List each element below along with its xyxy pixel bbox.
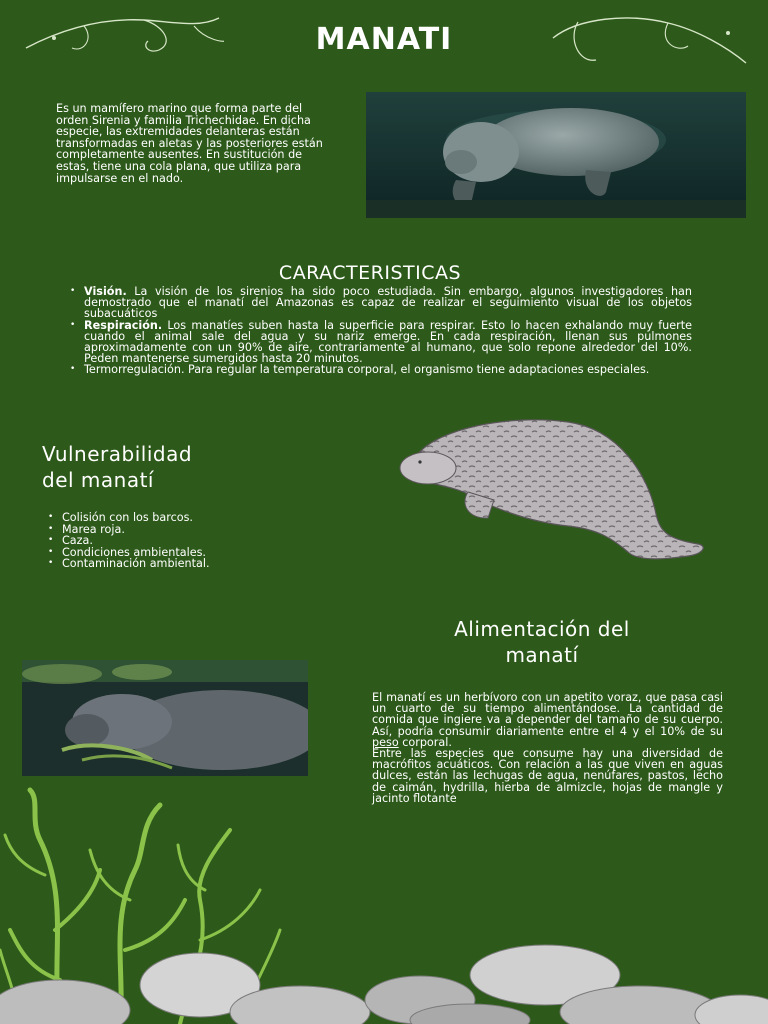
manatee-photo-top — [366, 92, 746, 218]
list-item: • Caza. — [48, 535, 210, 547]
list-item — [68, 364, 692, 375]
item-text: Los manatíes suben hasta la superficie para respirar. Esto lo hacen exhalando muy fuerte cuando el animal sale del agua y su nariz emerge. En cada respiración, llenan sus pulmones aproximadamente con un 90% de aire, contrariamente al humano, que solo repone alrededor del 10%. Peden mantenerse sumergidos hasta 20 minutos. — [84, 318, 692, 366]
list-item — [68, 286, 692, 320]
alimentacion-heading — [392, 616, 692, 668]
seaweed-rocks-illustration — [0, 780, 768, 1024]
heading-line: Vulnerabilidad — [42, 442, 193, 466]
list-item: • Marea roja. — [48, 524, 210, 536]
peso-link[interactable]: peso — [372, 735, 399, 749]
list-item: • Condiciones ambientales. — [48, 547, 210, 559]
list-item: • Colisión con los barcos. — [48, 512, 210, 524]
vulnerabilidad-list — [48, 512, 210, 570]
heading-line: Alimentación del — [454, 617, 630, 641]
caracteristicas-heading: CARACTERISTICAS — [278, 262, 462, 284]
vulnerabilidad-heading — [42, 441, 322, 493]
alimentacion-p2: Entre las especies que consume hay una diversidad de macrófitos acuáticos. Con relación a las que viven en aguas dulces, están las lechugas de agua, nenúfares, pastos, lecho de caimán, hydrilla, hierba de almizcle, hojas de mangle y jacinto flotante — [372, 747, 723, 805]
item-text: Termorregulación. Para regular la temperatura corporal, el organismo tiene adaptaciones especiales. — [84, 363, 650, 377]
item-text: La visión de los sirenios ha sido poco estudiada. Sin embargo, algunos investigadores han demostrado que el manatí del Amazonas es capaz de realizar el seguimiento visual de los objetos subacuáticos — [84, 285, 692, 321]
heading-line: manatí — [505, 643, 579, 667]
item-label: Visión. — [84, 285, 127, 298]
alimentacion-p1-end: corporal. — [398, 735, 452, 749]
alimentacion-p1-start: El manatí es un herbívoro con un apetito voraz, que pasa casi un cuarto de su tiempo alimentándose. La cantidad de comida que ingiere va a depender del tamaño de su cuerpo. Así, podría consumir diariamente entre el 4 y el 10% de su — [372, 691, 723, 738]
caracteristicas-list — [68, 286, 692, 376]
item-label: Respiración. — [84, 318, 163, 332]
list-item — [68, 320, 692, 365]
list-item: • Contaminación ambiental. — [48, 558, 210, 570]
manatee-feeding-photo — [22, 660, 308, 776]
heading-line: del manatí — [42, 468, 154, 492]
manatee-illustration — [398, 414, 710, 566]
intro-paragraph: Es un mamífero marino que forma parte del orden Sirenia y familia Trichechidae. En dicha especie, las extremidades delanteras están transformadas en aletas y las posteriores están completamente ausentes. En sustitución de estas, tiene una cola plana, que utiliza para impulsarse en el nado. — [56, 102, 323, 185]
page-title: MANATI — [315, 22, 453, 57]
